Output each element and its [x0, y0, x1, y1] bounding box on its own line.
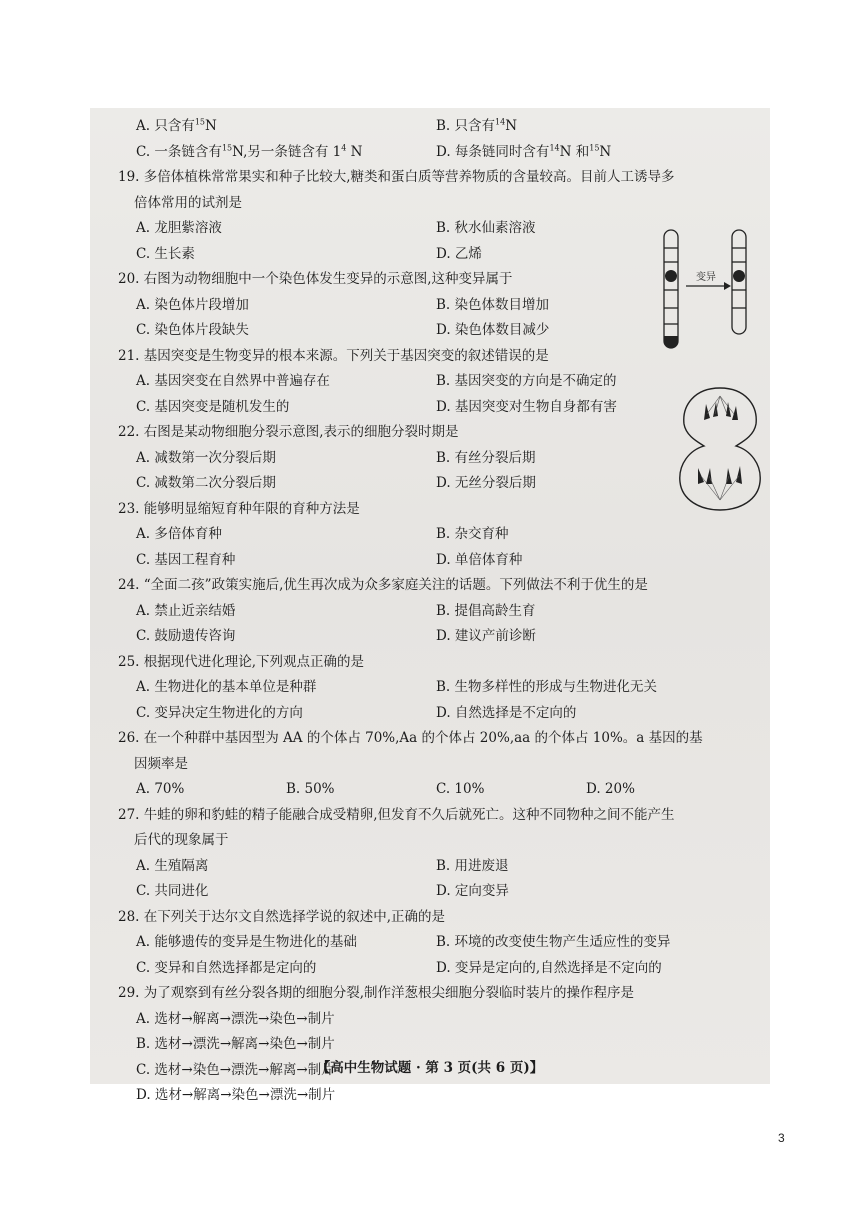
q29-option-b: B. 选材→漂洗→解离→染色→制片	[136, 1036, 335, 1052]
q18-option-a: A. 只含有$^{15}$N	[136, 117, 217, 134]
variation-arrow	[686, 282, 731, 290]
q23-stem: 23. 能够明显缩短育种年限的育种方法是	[118, 500, 360, 517]
q25-option-a: A. 生物进化的基本单位是种群	[136, 679, 317, 695]
q18-option-b: B. 只含有$^{14}$N	[436, 117, 518, 134]
q27-options-row1	[118, 854, 768, 880]
cell-division-figure	[676, 384, 764, 512]
q24-option-b: B. 提倡高龄生育	[436, 602, 536, 619]
q20-stem: 20. 右图为动物细胞中一个染色体发生变异的示意图,这种变异属于	[118, 271, 513, 287]
q28-options-row2	[118, 956, 768, 982]
q28-option-c: C. 变异和自然选择都是定向的	[136, 959, 317, 976]
q21-option-c: C. 基因突变是随机发生的	[136, 398, 290, 415]
q22-option-c: C. 减数第二次分裂后期	[136, 475, 276, 491]
page-footer: 【高中生物试题 · 第 3 页(共 6 页)】	[316, 1060, 544, 1076]
q24-option-d: D. 建议产前诊断	[436, 628, 536, 644]
q22-option-b: B. 有丝分裂后期	[436, 449, 536, 466]
chromosome-variation-figure	[656, 228, 756, 352]
q19-option-b: B. 秋水仙素溶液	[436, 220, 536, 236]
q26-stem-line1: 26. 在一个种群中基因型为 AA 的个体占 70%,Aa 的个体占 20%,aa 的个体占 10%。a 基因的基	[118, 730, 703, 746]
q27-stem-line1: 27. 牛蛙的卵和豹蛙的精子能融合成受精卵,但发育不久后就死亡。这种不同物种之间不能产生	[118, 806, 675, 823]
q27-option-d: D. 定向变异	[436, 883, 509, 899]
q23-option-b: B. 杂交育种	[436, 526, 509, 542]
q29-option-c: C. 选材→染色→漂洗→解离→制片	[136, 1061, 335, 1078]
q19-option-c: C. 生长素	[136, 245, 195, 262]
q28-option-b: B. 环境的改变使生物产生适应性的变异	[436, 934, 671, 950]
q25-option-b: B. 生物多样性的形成与生物进化无关	[436, 679, 658, 695]
spindle-top	[707, 396, 734, 414]
q20-option-b: B. 染色体数目增加	[436, 296, 550, 313]
q28-options-row1	[118, 930, 768, 956]
q24-option-a: A. 禁止近亲结婚	[136, 602, 236, 619]
chromosomes-bottom	[698, 466, 742, 484]
q29-option-d: D. 选材→解离→染色→漂洗→制片	[136, 1087, 336, 1103]
q28-stem: 28. 在下列关于达尔文自然选择学说的叙述中,正确的是	[118, 908, 446, 925]
q18-options-row2	[118, 140, 768, 166]
q22-option-a: A. 减数第一次分裂后期	[136, 449, 276, 466]
q25-option-c: C. 变异决定生物进化的方向	[136, 704, 303, 721]
q19-option-a: A. 龙胆紫溶液	[136, 220, 222, 236]
q25-options-row2	[118, 701, 768, 727]
q29-stem: 29. 为了观察到有丝分裂各期的细胞分裂,制作洋葱根尖细胞分裂临时装片的操作程序是	[118, 985, 635, 1001]
scanned-exam-page	[90, 108, 770, 1103]
q20-option-a: A. 染色体片段增加	[136, 296, 249, 313]
q23-options-row2	[118, 548, 768, 574]
q27-stem-line2: 后代的现象属于	[134, 832, 229, 848]
q24-stem: 24. “全面二孩”政策实施后,优生再次成为众多家庭关注的话题。下列做法不利于优生的是	[118, 577, 648, 593]
q21-stem: 21. 基因突变是生物变异的根本来源。下列关于基因突变的叙述错误的是	[118, 347, 549, 364]
q28-option-a: A. 能够遗传的变异是生物进化的基础	[136, 934, 357, 950]
q22-option-d: D. 无丝分裂后期	[436, 475, 536, 491]
q22-stem: 22. 右图是某动物细胞分裂示意图,表示的细胞分裂时期是	[118, 424, 459, 440]
q22-options-row2	[118, 471, 768, 497]
q23-options-row1	[118, 522, 768, 548]
q26-stem-line2: 因频率是	[134, 755, 188, 772]
q27-option-a: A. 生殖隔离	[136, 857, 209, 874]
spindle-bottom	[701, 476, 739, 500]
q26-option-b: B. 50%	[286, 781, 335, 797]
q22-options-row1	[118, 446, 768, 472]
q23-option-c: C. 基因工程育种	[136, 551, 236, 568]
q25-options-row1	[118, 675, 768, 701]
q26-options-row	[118, 777, 768, 803]
centromere-after	[733, 270, 745, 282]
q23-option-d: D. 单倍体育种	[436, 551, 523, 568]
variation-label: 变异	[696, 272, 716, 283]
q24-option-c: C. 鼓励遗传咨询	[136, 628, 236, 644]
q26-option-c: C. 10%	[436, 781, 485, 797]
q29-option-a: A. 选材→解离→漂洗→染色→制片	[136, 1010, 335, 1027]
q19-stem-line1: 19. 多倍体植株常常果实和种子比较大,糖类和蛋白质等营养物质的含量较高。目前人工诱导多	[118, 169, 675, 185]
q21-option-d: D. 基因突变对生物自身都有害	[436, 398, 617, 415]
q19-stem-line2: 倍体常用的试剂是	[134, 194, 242, 211]
q18-options-row1	[118, 114, 768, 140]
q27-options-row2	[118, 879, 768, 905]
q21-option-b: B. 基因突变的方向是不确定的	[436, 373, 617, 389]
q28-option-d: D. 变异是定向的,自然选择是不定向的	[436, 959, 662, 976]
q26-option-a: A. 70%	[136, 781, 185, 797]
q25-option-d: D. 自然选择是不定向的	[436, 704, 577, 721]
q23-option-a: A. 多倍体育种	[136, 526, 222, 542]
page-number: 3	[778, 1131, 785, 1145]
q24-options-row1	[118, 599, 768, 625]
q18-option-d: D. 每条链同时含有$^{14}$N 和$^{15}$N	[436, 143, 612, 160]
q20-option-c: C. 染色体片段缺失	[136, 322, 249, 338]
q21-option-a: A. 基因突变在自然界中普遍存在	[136, 373, 330, 389]
chromosome-before	[664, 230, 678, 348]
q20-option-d: D. 染色体数目减少	[436, 322, 550, 338]
q19-option-d: D. 乙烯	[436, 245, 482, 262]
q26-option-d: D. 20%	[586, 781, 635, 797]
q27-option-b: B. 用进废退	[436, 857, 509, 874]
q25-stem: 25. 根据现代进化理论,下列观点正确的是	[118, 653, 365, 670]
centromere-before	[665, 270, 677, 282]
q27-option-c: C. 共同进化	[136, 883, 209, 899]
q21-options-row2	[118, 395, 768, 421]
q18-option-c: C. 一条链含有$^{15}$N,另一条链含有 $1^4$ N	[136, 143, 363, 160]
cell-membrane	[680, 388, 760, 510]
q24-options-row2	[118, 624, 768, 650]
q21-options-row1	[118, 369, 768, 395]
